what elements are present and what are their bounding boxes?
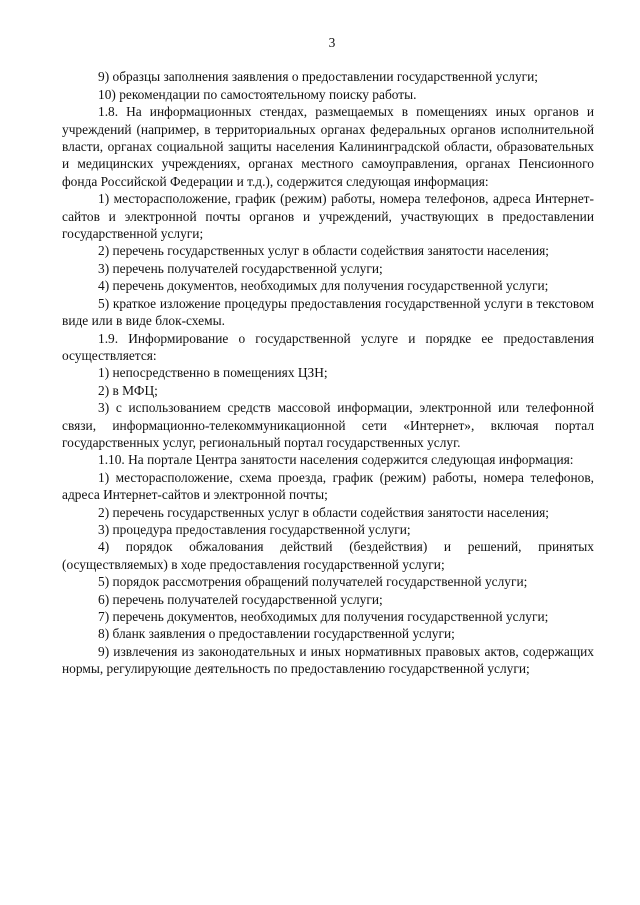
list-item: 5) краткое изложение процедуры предоставления государственной услуги в текстовом виде или в виде блок-схемы. [62,295,594,329]
document-body [62,68,594,677]
list-item: 2) перечень государственных услуг в области содействия занятости населения; [98,504,549,520]
list-item: 2) перечень государственных услуг в области содействия занятости населения; [98,243,549,259]
section-1-9: 1.9. Информирование о государственной услуге и порядке ее предоставления осуществляется: [62,330,594,363]
list-item: 3) процедура предоставления государственной услуги; [98,521,411,537]
list-item: 1) месторасположение, схема проезда, график (режим) работы, номера телефонов, адреса Интернет-сайтов и электронной почты; [62,469,594,503]
list-item: 8) бланк заявления о предоставлении государственной услуги; [98,626,455,642]
list-item: 1) непосредственно в помещениях ЦЗН; [98,365,328,381]
document-page [62,34,594,678]
list-item: 4) перечень документов, необходимых для получения государственной услуги; [98,278,549,294]
list-item: 7) перечень документов, необходимых для получения государственной услуги; [98,609,549,624]
list-item: 3) перечень получателей государственной услуги; [98,260,383,276]
list-item-9-forms: 9) образцы заполнения заявления о предоставлении государственной услуги; [98,69,539,85]
list-item: 9) извлечения из законодательных и иных нормативных правовых актов, содержащих нормы, регулирующие деятельность по предоставлению государственной услуги; [62,643,594,677]
list-item: 3) с использованием средств массовой информации, электронной или телефонной связи, информационно-телекоммуникационной сети «Интернет», включая портал государственных услуг, региональный портал государственных услуг. [62,400,594,450]
section-1-10: 1.10. На портале Центра занятости населения содержится следующая информация: [98,452,574,468]
list-item: 6) перечень получателей государственной услуги; [98,591,383,607]
list-item-10-recommendations: 10) рекомендации по самостоятельному поиску работы. [98,86,417,102]
list-item: 2) в МФЦ; [98,382,158,398]
section-1-8: 1.8. На информационных стендах, размещаемых в помещениях иных органов и учреждений (например, в территориальных органах федеральных органов исполнительной власти, органах социальной защиты населения Калининградской области, образовательных и медицинских учреждениях, органах местного самоуправления, органах Пенсионного фонда Российской Федерации и т.д.), содержится следующая информация: [62,104,594,189]
list-item: 1) месторасположение, график (режим) работы, номера телефонов, адреса Интернет-сайтов и электронной почты органов и учреждений, участвующих в предоставлении государственной услуги; [62,191,594,242]
list-item: 5) порядок рассмотрения обращений получателей государственной услуги; [98,574,528,590]
page-number: 3 [328,35,336,50]
list-item: 4) порядок обжалования действий (бездействия) и решений, принятых (осуществляемых) в ходе предоставления государственной услуги; [62,539,594,572]
